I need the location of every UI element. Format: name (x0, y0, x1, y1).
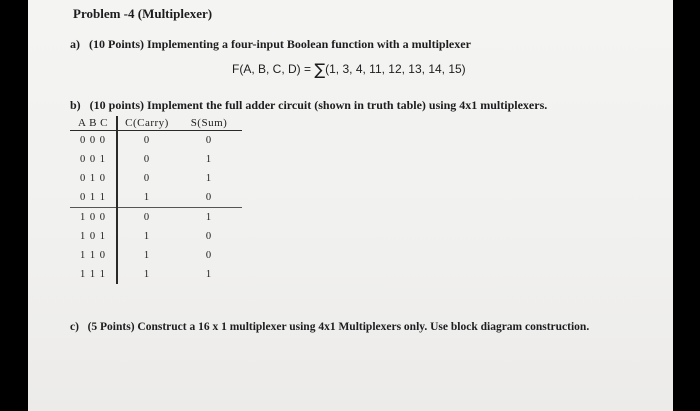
cell-abc: 1 0 0 (80, 212, 106, 223)
header-sum: S(Sum) (176, 116, 242, 131)
cell-abc: 1 1 0 (80, 250, 106, 261)
part-b-text: Implement the full adder circuit (shown in truth table) using 4x1 multiplexers. (147, 98, 548, 112)
cell-carry: 0 (117, 150, 176, 169)
cell-abc: 1 1 1 (80, 269, 106, 280)
full-adder-truth-table (70, 116, 242, 284)
cell-carry: 0 (117, 208, 176, 228)
part-a-label: a) (70, 37, 80, 51)
cell-abc: 0 1 0 (80, 173, 106, 184)
table-row (70, 131, 242, 151)
problem-title: Problem -4 (Multiplexer) (73, 6, 213, 21)
part-c-label: c) (70, 321, 79, 333)
table-row (70, 227, 242, 246)
cell-sum: 0 (176, 188, 242, 208)
cell-carry: 1 (117, 265, 176, 284)
part-b-label: b) (70, 98, 81, 112)
cell-abc: 0 0 0 (80, 135, 106, 146)
cell-sum: 0 (205, 231, 213, 242)
part-a (70, 37, 471, 52)
part-c (70, 321, 589, 333)
table-header-row (70, 116, 242, 131)
part-b (70, 98, 547, 113)
cell-carry: 1 (117, 188, 176, 208)
cell-carry: 1 (117, 227, 176, 246)
table-row (70, 265, 242, 284)
part-b-points: (10 points) (89, 98, 145, 112)
formula-minterms: (1, 3, 4, 11, 12, 13, 14, 15) (325, 62, 466, 76)
cell-abc: 0 0 1 (80, 154, 106, 165)
table-row (70, 150, 242, 169)
cell-abc: 1 0 1 (80, 231, 106, 242)
cell-carry: 1 (117, 246, 176, 265)
header-abc: A B C (70, 116, 117, 131)
sigma-symbol: ∑ (314, 60, 326, 79)
part-a-points: (10 Points) (89, 37, 144, 51)
cell-sum: 1 (205, 269, 213, 280)
table-row (70, 169, 242, 188)
cell-carry: 0 (117, 169, 176, 188)
part-a-text: Implementing a four-input Boolean function with a multiplexer (147, 37, 471, 51)
cell-abc: 0 1 1 (70, 188, 117, 208)
cell-sum: 1 (205, 173, 213, 184)
formula-lhs: F(A, B, C, D) = (232, 62, 312, 76)
table-row (70, 246, 242, 265)
cell-sum: 1 (205, 212, 213, 223)
boolean-function (232, 58, 466, 77)
cell-carry: 0 (117, 131, 176, 151)
part-c-points: (5 Points) (87, 321, 135, 333)
table-row (70, 188, 242, 208)
cell-sum: 0 (205, 135, 213, 146)
header-carry: C(Carry) (117, 116, 176, 131)
cell-sum: 1 (205, 154, 213, 165)
part-c-text: Construct a 16 x 1 multiplexer using 4x1 Multiplexers only. Use block diagram construction. (137, 321, 590, 333)
cell-sum: 0 (205, 250, 213, 261)
table-row (70, 208, 242, 228)
